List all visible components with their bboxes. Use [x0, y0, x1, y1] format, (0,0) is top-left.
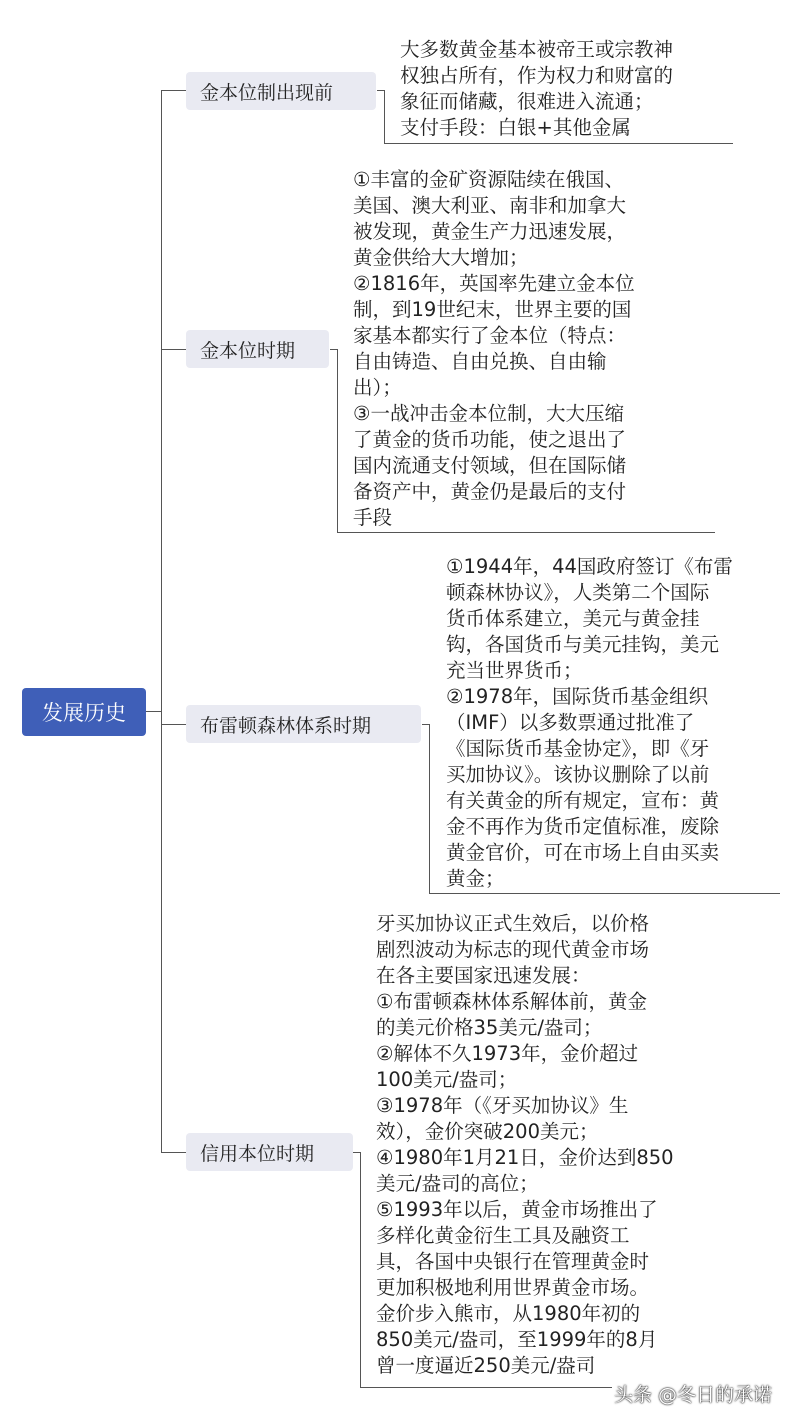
- detail-bracket: [377, 90, 384, 91]
- detail-line: ②1816年，英国率先建立金本位: [353, 272, 635, 295]
- detail-line: 曾一度逼近250美元/盎司: [376, 1354, 596, 1377]
- detail-line: ①1944年，44国政府签订《布雷: [446, 555, 733, 578]
- detail-line: 的美元价格35美元/盎司；: [376, 1016, 603, 1039]
- detail-line: 象征而储藏，很难进入流通；: [400, 90, 654, 113]
- branch-connector: [161, 1152, 186, 1153]
- detail-line: 顿森林协议》，人类第二个国际: [446, 581, 710, 604]
- detail-bracket: [422, 724, 429, 725]
- detail-line: 买加协议》。该协议删除了以前: [446, 763, 710, 786]
- detail-line: 更加积极地利用世界黄金市场。: [376, 1276, 650, 1299]
- detail-line: 支付手段：白银+其他金属: [400, 116, 631, 139]
- detail-line: 多样化黄金衍生工具及融资工: [376, 1224, 630, 1247]
- branch-connector: [161, 349, 186, 350]
- detail-line: ②1978年，国际货币基金组织: [446, 685, 709, 708]
- detail-line: 美元/盎司的高位；: [376, 1172, 539, 1195]
- detail-text-pre-gold-standard: [400, 37, 673, 141]
- detail-line: 剧烈波动为标志的现代黄金市场: [376, 938, 650, 961]
- root-connector: [146, 711, 161, 712]
- detail-bracket: [337, 349, 338, 532]
- detail-line: 制，到19世纪末，世界主要的国: [353, 298, 632, 321]
- branch-node-gold-standard[interactable]: 金本位时期: [186, 330, 329, 368]
- root-node[interactable]: 发展历史: [22, 688, 146, 736]
- detail-line: 金不再作为货币定值标准，废除: [446, 815, 720, 838]
- detail-line: 钩，各国货币与美元挂钩，美元: [446, 633, 720, 656]
- detail-line: 备资产中，黄金仍是最后的支付: [353, 480, 627, 503]
- detail-line: ①丰富的金矿资源陆续在俄国、: [353, 168, 624, 191]
- detail-line: 出）；: [353, 376, 402, 399]
- detail-line: 大多数黄金基本被帝王或宗教神: [400, 38, 674, 61]
- detail-bracket: [429, 724, 430, 893]
- watermark: 头条 @冬日的承诺: [614, 1384, 773, 1406]
- detail-line: 效），金价突破200美元；: [376, 1120, 599, 1143]
- detail-line: 黄金；: [446, 867, 505, 890]
- detail-line: ⑤1993年以后，黄金市场推出了: [376, 1198, 658, 1221]
- detail-line: （IMF）以多数票通过批准了: [446, 711, 695, 734]
- detail-line: 850美元/盎司，至1999年的8月: [376, 1328, 658, 1351]
- branch-node-pre-gold-standard[interactable]: 金本位制出现前: [186, 72, 376, 110]
- detail-line: ④1980年1月21日，金价达到850: [376, 1146, 674, 1169]
- detail-line: 金价步入熊市，从1980年初的: [376, 1302, 641, 1325]
- detail-line: 有关黄金的所有规定，宣布：黄: [446, 789, 720, 812]
- detail-line: 被发现，黄金生产力迅速发展，: [353, 220, 627, 243]
- detail-line: 牙买加协议正式生效后，以价格: [376, 912, 650, 935]
- detail-line: 在各主要国家迅速发展：: [376, 964, 591, 987]
- branch-node-credit-standard[interactable]: 信用本位时期: [186, 1133, 353, 1171]
- detail-line: 国内流通支付领域，但在国际储: [353, 454, 627, 477]
- detail-text-bretton-woods: [446, 554, 733, 892]
- detail-bracket: [353, 1152, 360, 1153]
- detail-line: ③1978年（《牙买加协议》生: [376, 1094, 629, 1117]
- detail-line: 《国际货币基金协定》，即《牙: [446, 737, 710, 760]
- detail-line: 自由铸造、自由兑换、自由输: [353, 350, 607, 373]
- branch-connector: [161, 724, 186, 725]
- detail-line: 美国、澳大利亚、南非和加拿大: [353, 194, 627, 217]
- detail-underline: [360, 1387, 612, 1388]
- branch-node-bretton-woods[interactable]: 布雷顿森林体系时期: [186, 705, 421, 743]
- detail-line: 100美元/盎司；: [376, 1068, 518, 1091]
- detail-line: 了黄金的货币功能，使之退出了: [353, 428, 627, 451]
- detail-underline: [337, 532, 715, 533]
- detail-bracket: [384, 90, 385, 143]
- detail-line: 具，各国中央银行在管理黄金时: [376, 1250, 650, 1273]
- detail-line: 黄金供给大大增加；: [353, 246, 529, 269]
- detail-underline: [429, 893, 780, 894]
- trunk-line: [161, 90, 162, 1153]
- detail-line: 黄金官价，可在市场上自由买卖: [446, 841, 720, 864]
- detail-bracket: [330, 349, 337, 350]
- detail-line: 货币体系建立，美元与黄金挂: [446, 607, 700, 630]
- detail-bracket: [360, 1152, 361, 1387]
- branch-connector: [161, 90, 186, 91]
- detail-line: 家基本都实行了金本位（特点：: [353, 324, 627, 347]
- detail-line: 手段: [353, 506, 393, 529]
- detail-line: 充当世界货币；: [446, 659, 583, 682]
- detail-line: ①布雷顿森林体系解体前，黄金: [376, 990, 647, 1013]
- detail-line: ②解体不久1973年，金价超过: [376, 1042, 639, 1065]
- detail-text-gold-standard: [353, 167, 635, 531]
- detail-text-credit-standard: [376, 911, 674, 1379]
- detail-line: ③一战冲击金本位制，大大压缩: [353, 402, 624, 425]
- detail-line: 权独占所有，作为权力和财富的: [400, 64, 674, 87]
- detail-underline: [384, 143, 733, 144]
